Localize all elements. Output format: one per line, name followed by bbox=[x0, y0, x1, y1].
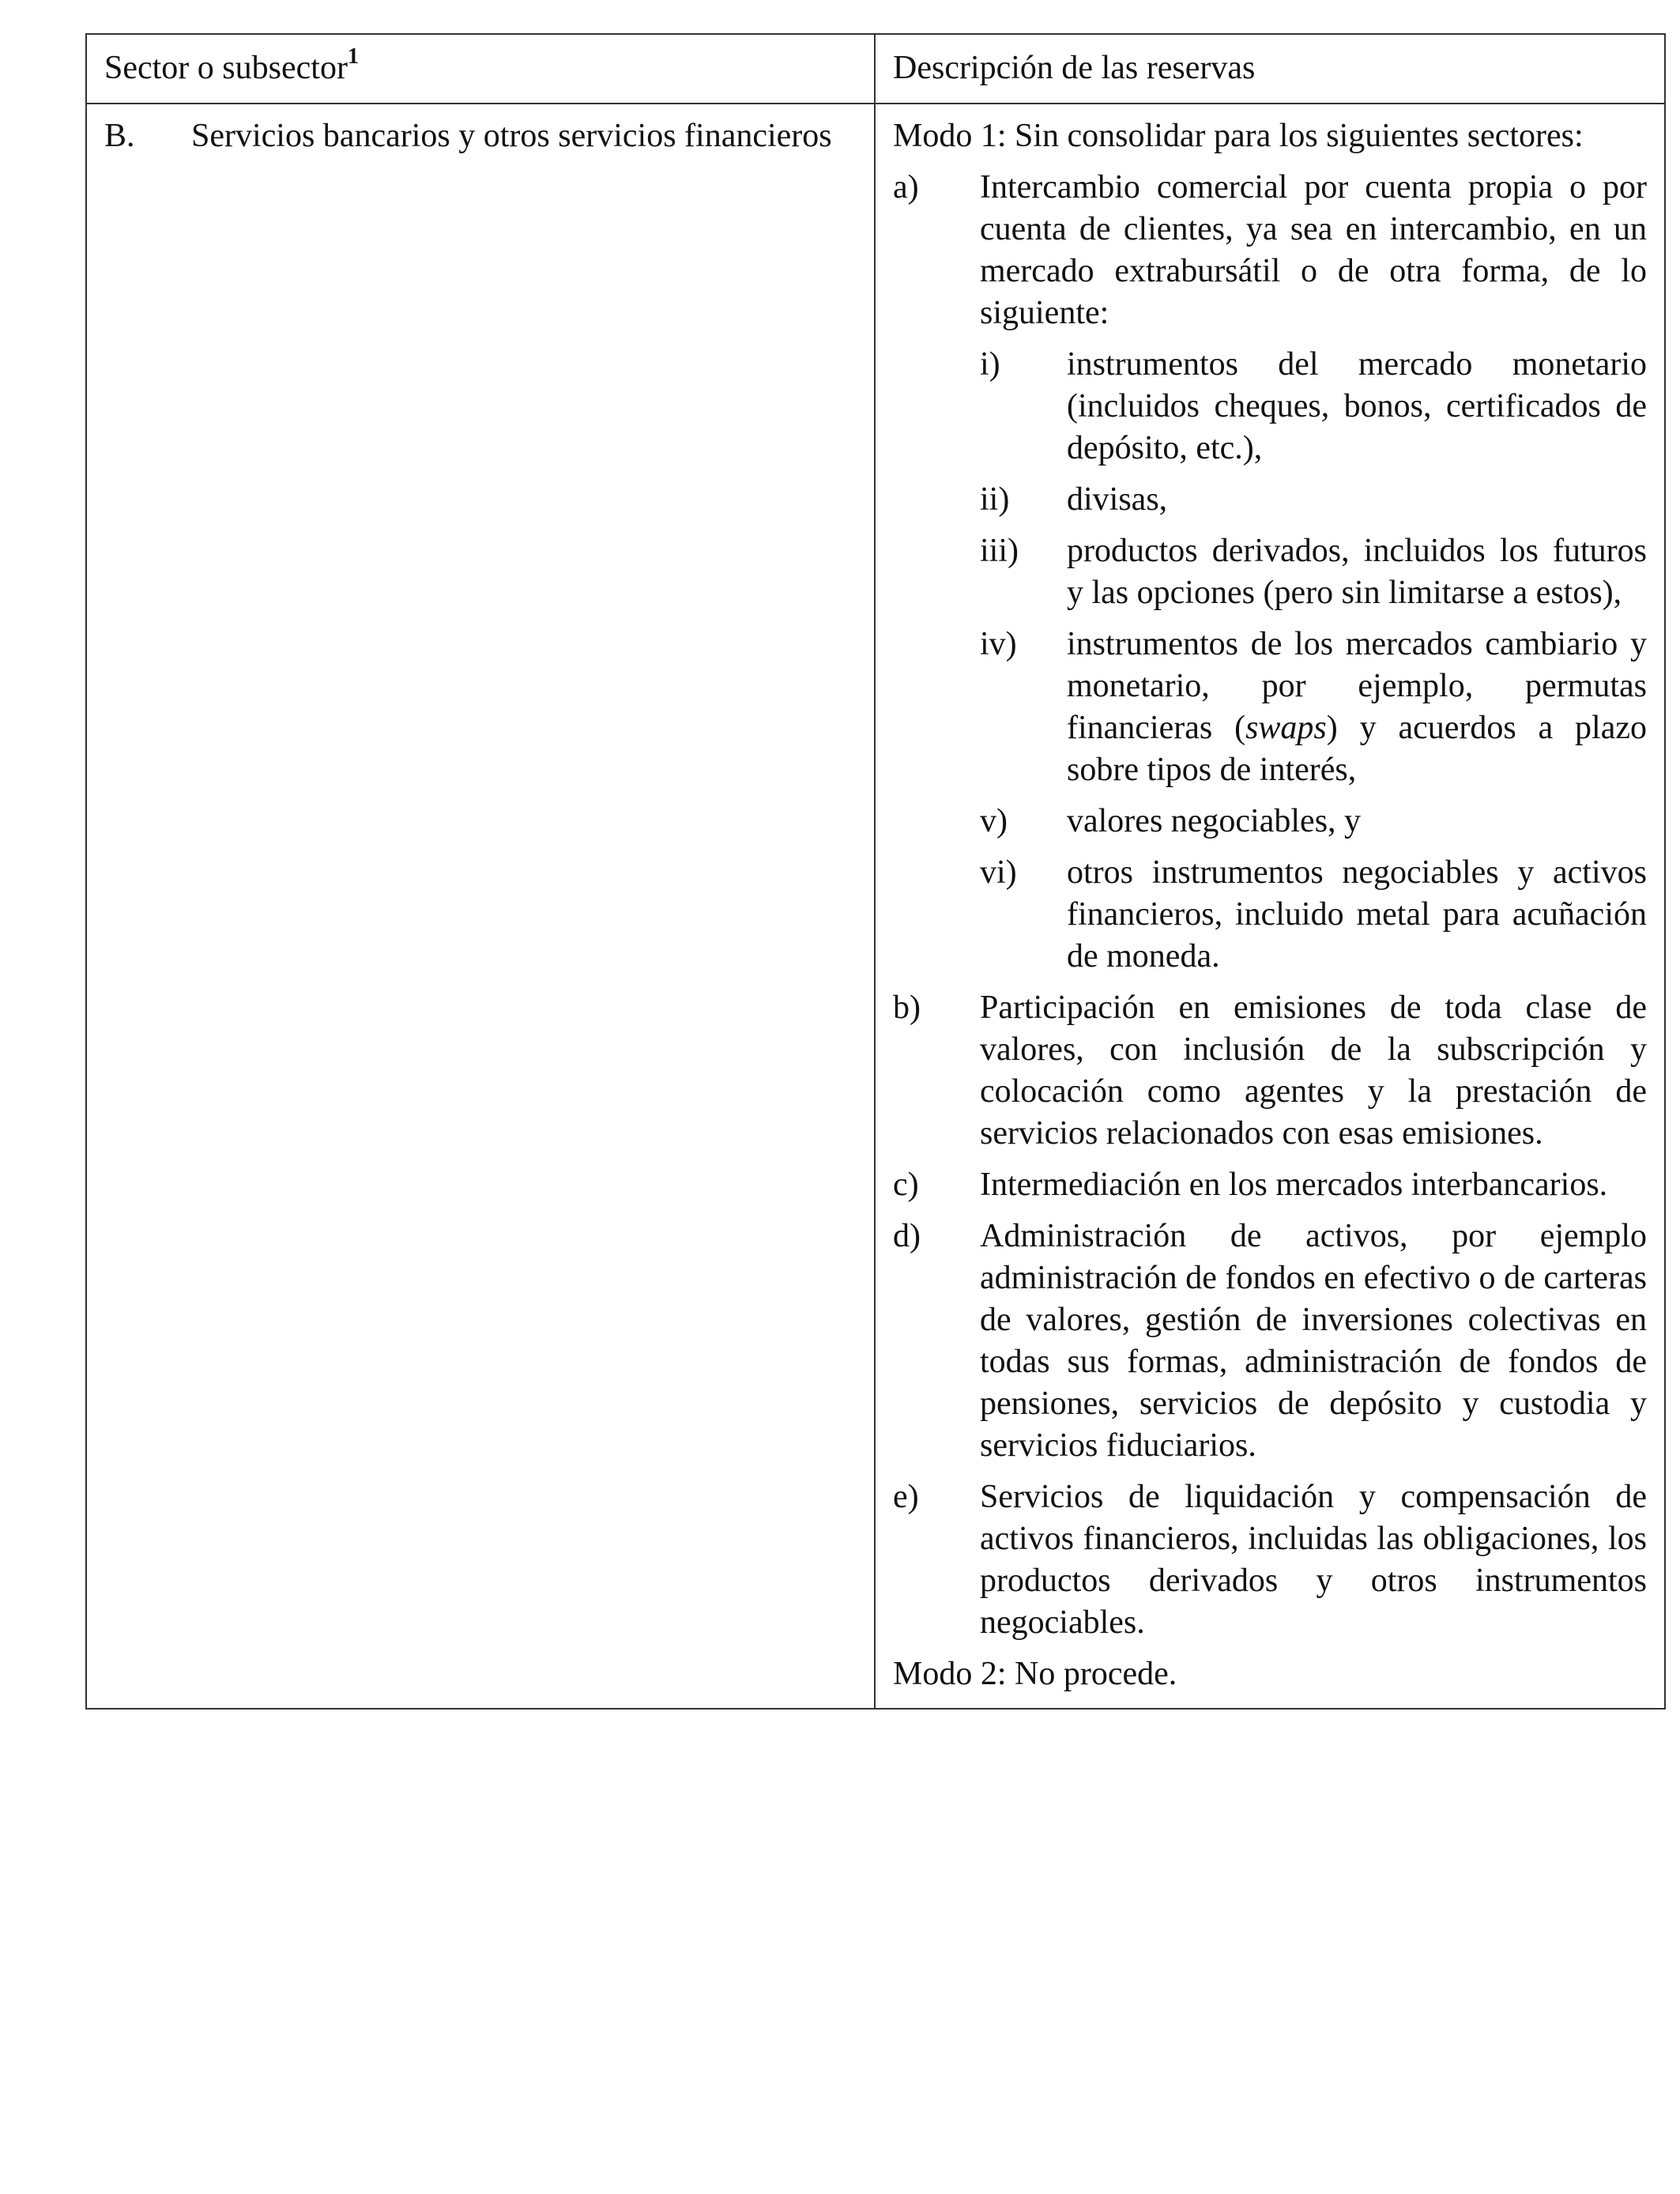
sub-item-v bbox=[980, 801, 1647, 843]
sub-item-label: ii) bbox=[980, 481, 1010, 518]
sub-item-text: divisas, bbox=[1067, 481, 1168, 518]
list-item-e bbox=[893, 1476, 1647, 1644]
sub-list bbox=[980, 344, 1647, 978]
sub-item-text-italic: swaps bbox=[1245, 710, 1327, 746]
item-text: Participación en emisiones de toda clase de valores, con inclusión de la subscripción y colocación como agentes y la prestación de servicios relacionados con esas emisiones. bbox=[980, 990, 1647, 1152]
sub-item-label: iv) bbox=[980, 626, 1017, 662]
item-body bbox=[980, 167, 1647, 978]
mode1-intro: Modo 1: Sin consolidar para los siguientes sectores: bbox=[893, 118, 1584, 154]
sub-item-label: i) bbox=[980, 346, 1000, 383]
mode2-text: Modo 2: No procede. bbox=[893, 1656, 1177, 1692]
sub-item-text: productos derivados, incluidos los futuros y las opciones (pero sin limitarse a estos), bbox=[1067, 533, 1647, 611]
header-description-cell bbox=[875, 34, 1665, 104]
header-sector-cell bbox=[86, 34, 875, 104]
item-text: Intermediación en los mercados interbancarios. bbox=[980, 1167, 1608, 1203]
list-item-d bbox=[893, 1216, 1647, 1467]
sub-item-label: v) bbox=[980, 803, 1008, 839]
sub-item-label: iii) bbox=[980, 533, 1019, 569]
item-label: c) bbox=[893, 1167, 919, 1203]
list-item-b bbox=[893, 987, 1647, 1155]
sub-item-iii bbox=[980, 530, 1647, 614]
table-row bbox=[86, 104, 1665, 1709]
sub-item-label: vi) bbox=[980, 854, 1017, 891]
sector-letter: B. bbox=[104, 118, 135, 154]
sub-item-text bbox=[1067, 624, 1647, 791]
item-label: b) bbox=[893, 990, 921, 1026]
item-label: e) bbox=[893, 1479, 919, 1515]
sub-item-text-before: instrumentos de los mercados cambiario y monetario, por ejemplo, permutas financieras ( bbox=[1067, 626, 1647, 746]
sub-item-iv bbox=[980, 624, 1647, 791]
list-item-c bbox=[893, 1164, 1647, 1206]
item-label: d) bbox=[893, 1218, 921, 1254]
header-description-label: Descripción de las reservas bbox=[893, 50, 1256, 86]
sub-item-text: instrumentos del mercado monetario (incluidos cheques, bonos, certificados de depósito, etc.), bbox=[1067, 346, 1647, 466]
sector-name: Servicios bancarios y otros servicios financieros bbox=[191, 118, 832, 154]
item-label: a) bbox=[893, 169, 919, 205]
item-text: Administración de activos, por ejemplo administración de fondos en efectivo o de carteras de valores, gestión de inversiones colectivas en todas sus formas, administración de fondos de pensiones, servicios de depósito y custodia y servicios fiduciarios. bbox=[980, 1218, 1647, 1464]
sub-item-i bbox=[980, 344, 1647, 469]
sub-item-text: valores negociables, y bbox=[1067, 803, 1362, 839]
list-item-a bbox=[893, 167, 1647, 978]
reservations-table bbox=[85, 33, 1666, 1710]
description-cell bbox=[875, 104, 1665, 1709]
header-sector-label: Sector o subsector bbox=[104, 50, 348, 86]
table-header-row bbox=[86, 34, 1665, 104]
sub-item-text-after: ) y acuerdos a plazo sobre tipos de interés, bbox=[1067, 710, 1647, 788]
footnote-marker: 1 bbox=[347, 44, 359, 69]
sector-entry bbox=[104, 115, 857, 157]
item-text: Intercambio comercial por cuenta propia o por cuenta de clientes, ya sea en intercambio, en un mercado extrabursátil o de otra forma, de lo siguiente: bbox=[980, 169, 1647, 331]
sub-item-vi bbox=[980, 852, 1647, 978]
sector-cell bbox=[86, 104, 875, 1709]
sub-item-text: otros instrumentos negociables y activos financieros, incluido metal para acuñación de moneda. bbox=[1067, 854, 1647, 974]
item-text: Servicios de liquidación y compensación de activos financieros, incluidas las obligaciones, los productos derivados y otros instrumentos negociables. bbox=[980, 1479, 1647, 1641]
sub-item-ii bbox=[980, 479, 1647, 521]
